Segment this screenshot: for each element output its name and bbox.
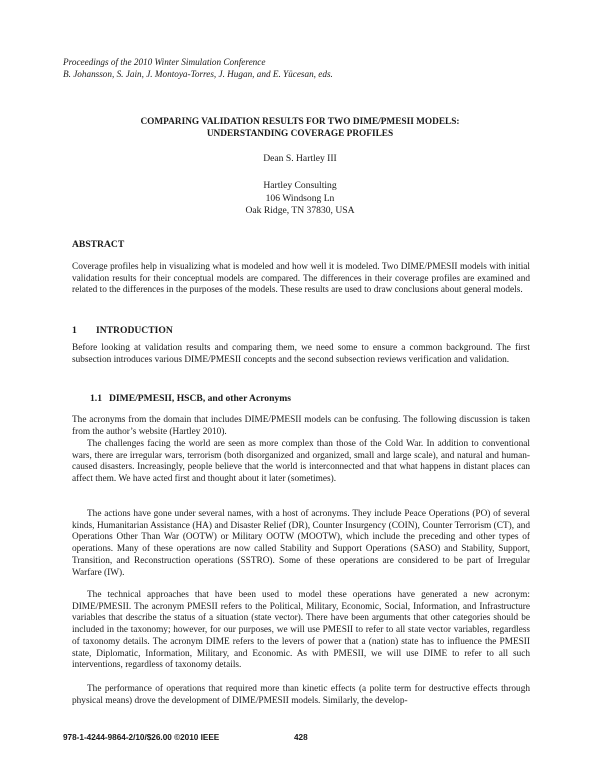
title-line-2: UNDERSTANDING COVERAGE PROFILES [206, 128, 394, 139]
body-paragraph: The technical approaches that have been used to model these operations have generated a new acronym: DIME/PMESII. The acronym PMESII refers to the Political, Military, Economic, Social, Information, and Infrastructure variables that describe the status of a situation (state vector). There have been arguments that other categories should be included in the taxonomy; however, for our purposes, we will use PMESII to refer to all state vector variables, regardless of taxonomy details. The acronym DIME refers to the levers of power that a (nation) state has to influence the PMESII state, Diplomatic, Information, Military, and Economic. As with PMESII, we will use DIME to refer to all such interventions, regardless of taxonomy details. [72, 590, 530, 671]
section-1-heading [72, 325, 173, 336]
affiliation-street: 106 Windsong Ln [265, 192, 335, 204]
affiliation-org: Hartley Consulting [263, 180, 337, 191]
isbn-copyright: 978-1-4244-9864-2/10/$26.00 ©2010 IEEE [63, 733, 220, 742]
section-number: 1 [72, 325, 77, 336]
body-paragraph: The performance of operations that required more than kinetic effects (a polite term for destructive effects through physical means) drove the development of DIME/PMESII models. Similarly, the develop- [72, 684, 530, 706]
abstract-text: Coverage profiles help in visualizing what is modeled and how well it is modeled. Two DIME/PMESII models with initial validation results for their conceptual models are compared. The differences in their coverage profiles are examined and related to the differences in the purposes of the models. These results are used to draw conclusions about general models. [72, 262, 530, 296]
body-paragraph: The acronyms from the domain that includes DIME/PMESII models can be confusing. The following discussion is taken from the author’s website (Hartley 2010). [72, 415, 530, 437]
subsection-1-1-heading [90, 393, 291, 404]
paper-title [0, 117, 600, 140]
proceedings-header [63, 56, 333, 81]
abstract-heading: ABSTRACT [72, 239, 125, 250]
subsection-number: 1.1 [90, 393, 102, 404]
intro-paragraph: Before looking at validation results and comparing them, we need some to ensure a common background. The first subsection introduces various DIME/PMESII concepts and the second subsection reviews verification and validation. [72, 343, 530, 365]
body-paragraph: The challenges facing the world are seen as more complex than those of the Cold War. In addition to conventional wars, there are irregular wars, terrorism (both disorganized and organized, small and large scale), and natural and human-caused disasters. Increasingly, people believe that the world is interconnected and that what happens in distant places can affect them. We have acted first and thought about it later (sometimes). [72, 439, 530, 485]
affiliation-city: Oak Ridge, TN 37830, USA [245, 205, 355, 217]
proceedings-line: Proceedings of the 2010 Winter Simulation Conference [63, 57, 266, 67]
title-line-1: COMPARING VALIDATION RESULTS FOR TWO DIME/PMESII MODELS: [140, 117, 460, 127]
editors-line: B. Johansson, S. Jain, J. Montoya-Torres, J. Hugan, and E. Yücesan, eds. [63, 69, 333, 80]
body-paragraph: The actions have gone under several names, with a host of acronyms. They include Peace Operations (PO) of several kinds, Humanitarian Assistance (HA) and Disaster Relief (DR), Counter Insurgency (COIN), Counter Terrorism (CT), and Operations Other Than War (OOTW) or Military OOTW (MOOTW), which include the preceding and other types of operations. Many of these operations are now called Stability and Support Operations (SASO) and Stability, Support, Transition, and Reconstruction operations (SSTRO). Some of these operations are considered to be part of Irregular Warfare (IW). [72, 509, 530, 578]
author-name: Dean S. Hartley III [263, 153, 337, 164]
section-title: INTRODUCTION [96, 325, 173, 336]
author-affiliation [0, 180, 600, 218]
subsection-title: DIME/PMESII, HSCB, and other Acronyms [109, 393, 291, 404]
page-number: 428 [294, 733, 308, 742]
